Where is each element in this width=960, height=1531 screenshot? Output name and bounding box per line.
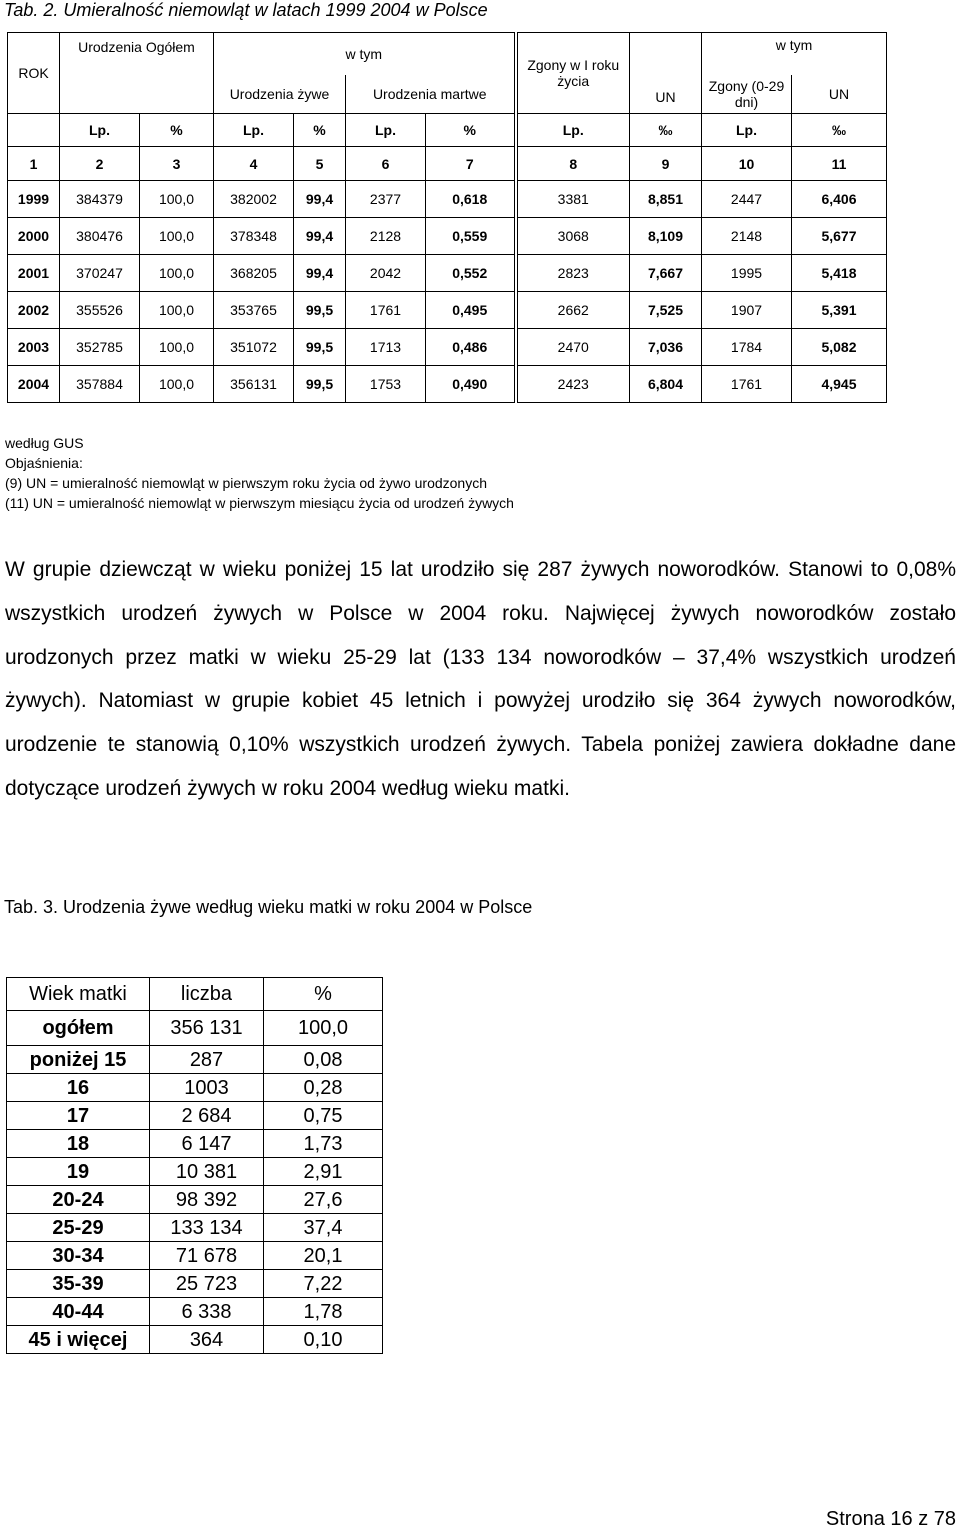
col-number: 5 <box>294 147 346 181</box>
cell: 5,677 <box>792 218 887 255</box>
col-number: 2 <box>60 147 140 181</box>
cell: 5,082 <box>792 329 887 366</box>
cell: 100,0 <box>140 329 214 366</box>
cell: 16 <box>7 1074 150 1102</box>
cell: 1713 <box>346 329 426 366</box>
cell: 4,945 <box>792 366 887 403</box>
unit-empty <box>8 114 60 147</box>
cell: 0,486 <box>426 329 516 366</box>
cell: 17 <box>7 1102 150 1130</box>
cell: 100,0 <box>264 1011 383 1046</box>
header-rok: ROK <box>8 33 60 114</box>
cell: 40-44 <box>7 1298 150 1326</box>
cell: 5,418 <box>792 255 887 292</box>
cell: 0,490 <box>426 366 516 403</box>
col-number: 11 <box>792 147 887 181</box>
cell: 1,73 <box>264 1130 383 1158</box>
cell: 2001 <box>8 255 60 292</box>
cell: 0,552 <box>426 255 516 292</box>
cell: 99,4 <box>294 255 346 292</box>
unit-cell: ‰ <box>630 114 702 147</box>
col-number: 6 <box>346 147 426 181</box>
cell: 2662 <box>516 292 630 329</box>
cell: 98 392 <box>150 1186 264 1214</box>
cell: 20-24 <box>7 1186 150 1214</box>
unit-cell: ‰ <box>792 114 887 147</box>
cell: 352785 <box>60 329 140 366</box>
cell: 351072 <box>214 329 294 366</box>
cell: 0,75 <box>264 1102 383 1130</box>
table-row <box>8 292 887 329</box>
table-row <box>7 1270 383 1298</box>
cell: 7,036 <box>630 329 702 366</box>
cell: 378348 <box>214 218 294 255</box>
table-row <box>7 1298 383 1326</box>
table3-caption: Tab. 3. Urodzenia żywe według wieku matki w roku 2004 w Polsce <box>4 897 533 917</box>
cell: 0,618 <box>426 181 516 218</box>
cell: 2,91 <box>264 1158 383 1186</box>
page-number: Strona 16 z 78 <box>825 1508 956 1530</box>
cell: 2470 <box>516 329 630 366</box>
header-w-tym-2: w tym <box>702 33 887 76</box>
header-liczba: liczba <box>150 978 264 1011</box>
unit-cell: Lp. <box>516 114 630 147</box>
note-line: (9) UN = umieralność niemowląt w pierwszym roku życia od żywo urodzonych <box>5 475 488 491</box>
cell: 133 134 <box>150 1214 264 1242</box>
cell: 382002 <box>214 181 294 218</box>
cell: 368205 <box>214 255 294 292</box>
cell: 355526 <box>60 292 140 329</box>
cell: 353765 <box>214 292 294 329</box>
table-row <box>7 1326 383 1354</box>
cell: 99,4 <box>294 181 346 218</box>
cell: 357884 <box>60 366 140 403</box>
cell: 0,10 <box>264 1326 383 1354</box>
notes-heading: Objaśnienia: <box>5 455 83 471</box>
cell: 370247 <box>60 255 140 292</box>
cell: 37,4 <box>264 1214 383 1242</box>
table2-caption: Tab. 2. Umieralność niemowląt w latach 1999 2004 w Polsce <box>4 0 488 20</box>
cell: 2447 <box>702 181 792 218</box>
header-percent: % <box>264 978 383 1011</box>
cell: 7,22 <box>264 1270 383 1298</box>
table-row <box>7 1186 383 1214</box>
table-row <box>8 366 887 403</box>
table-row <box>7 1046 383 1074</box>
cell: 0,08 <box>264 1046 383 1074</box>
cell: 1907 <box>702 292 792 329</box>
cell: 7,525 <box>630 292 702 329</box>
col-number: 10 <box>702 147 792 181</box>
header-un-1: UN <box>630 33 702 114</box>
col-number: 4 <box>214 147 294 181</box>
table-row <box>8 329 887 366</box>
cell: 1761 <box>702 366 792 403</box>
cell: 1753 <box>346 366 426 403</box>
infant-mortality-table <box>7 32 887 403</box>
cell: 364 <box>150 1326 264 1354</box>
cell: 27,6 <box>264 1186 383 1214</box>
cell: 25-29 <box>7 1214 150 1242</box>
unit-cell: % <box>294 114 346 147</box>
cell: 8,109 <box>630 218 702 255</box>
paragraph-text: W grupie dziewcząt w wieku poniżej 15 lat urodziło się 287 żywych noworodków. Stanowi to 0,08% wszystkich urodzeń żywych w Polsce w 2004 roku. Najwięcej żywych noworodków zostało urodzonych przez matki w wieku 25-29 lat (133 134 noworodków – 37,4% wszystkich urodzeń żywych). Natomiast w grupie kobiet 45 letnich i powyżej urodziło się 364 żywych noworodków, urodzenie te stanowią 0,10% wszystkich urodzeń żywych. Tabela poniżej zawiera dokładne dane dotyczące urodzeń żywych w roku 2004 według wieku matki. <box>5 558 956 800</box>
cell: 35-39 <box>7 1270 150 1298</box>
cell: 1003 <box>150 1074 264 1102</box>
note-line: (11) UN = umieralność niemowląt w pierwszym miesiącu życia od urodzeń żywych <box>5 495 514 511</box>
cell: 6,406 <box>792 181 887 218</box>
unit-cell: % <box>140 114 214 147</box>
cell: 2823 <box>516 255 630 292</box>
header-urodzenia-martwe: Urodzenia martwe <box>346 75 516 114</box>
cell: 100,0 <box>140 366 214 403</box>
cell: 384379 <box>60 181 140 218</box>
births-by-mother-age-table <box>6 977 383 1354</box>
cell: 0,495 <box>426 292 516 329</box>
cell: 6 338 <box>150 1298 264 1326</box>
unit-cell: Lp. <box>346 114 426 147</box>
cell: 20,1 <box>264 1242 383 1270</box>
cell: 2128 <box>346 218 426 255</box>
cell: 99,4 <box>294 218 346 255</box>
cell: 25 723 <box>150 1270 264 1298</box>
cell: 100,0 <box>140 218 214 255</box>
cell: 99,5 <box>294 292 346 329</box>
unit-cell: % <box>426 114 516 147</box>
cell: 19 <box>7 1158 150 1186</box>
col-number: 8 <box>516 147 630 181</box>
cell: 100,0 <box>140 292 214 329</box>
col-number: 7 <box>426 147 516 181</box>
cell: 99,5 <box>294 329 346 366</box>
cell: 1784 <box>702 329 792 366</box>
col-number: 1 <box>8 147 60 181</box>
table2-notes <box>5 433 514 513</box>
cell: 99,5 <box>294 366 346 403</box>
col-number: 9 <box>630 147 702 181</box>
cell: 2423 <box>516 366 630 403</box>
cell: 30-34 <box>7 1242 150 1270</box>
cell: 0,559 <box>426 218 516 255</box>
cell: 2003 <box>8 329 60 366</box>
cell: 100,0 <box>140 255 214 292</box>
unit-cell: Lp. <box>60 114 140 147</box>
table-row <box>7 1011 383 1046</box>
cell: 6 147 <box>150 1130 264 1158</box>
cell: 2004 <box>8 366 60 403</box>
unit-cell: Lp. <box>702 114 792 147</box>
cell: 2148 <box>702 218 792 255</box>
cell: 356 131 <box>150 1011 264 1046</box>
header-zgony-0-29: Zgony (0-29 dni) <box>702 75 792 114</box>
cell: poniżej 15 <box>7 1046 150 1074</box>
header-urodzenia-zywe: Urodzenia żywe <box>214 75 346 114</box>
cell: 1999 <box>8 181 60 218</box>
table-row <box>8 181 887 218</box>
table-row <box>7 1158 383 1186</box>
cell: 287 <box>150 1046 264 1074</box>
body-paragraph <box>5 548 956 811</box>
cell: 3381 <box>516 181 630 218</box>
table-row <box>7 1074 383 1102</box>
cell: 45 i więcej <box>7 1326 150 1354</box>
cell: 380476 <box>60 218 140 255</box>
cell: 3068 <box>516 218 630 255</box>
cell: 7,667 <box>630 255 702 292</box>
table-row <box>8 255 887 292</box>
cell: ogółem <box>7 1011 150 1046</box>
table-row <box>7 1242 383 1270</box>
cell: 2377 <box>346 181 426 218</box>
cell: 8,851 <box>630 181 702 218</box>
table-row <box>7 1214 383 1242</box>
table-row <box>7 1130 383 1158</box>
header-zgony-1-roku: Zgony w I roku życia <box>516 33 630 114</box>
cell: 10 381 <box>150 1158 264 1186</box>
cell: 71 678 <box>150 1242 264 1270</box>
cell: 1995 <box>702 255 792 292</box>
cell: 6,804 <box>630 366 702 403</box>
unit-cell: Lp. <box>214 114 294 147</box>
header-un-2: UN <box>792 75 887 114</box>
cell: 2 684 <box>150 1102 264 1130</box>
cell: 1761 <box>346 292 426 329</box>
cell: 2000 <box>8 218 60 255</box>
cell: 18 <box>7 1130 150 1158</box>
cell: 100,0 <box>140 181 214 218</box>
table-row <box>8 218 887 255</box>
cell: 0,28 <box>264 1074 383 1102</box>
cell: 2042 <box>346 255 426 292</box>
table-row <box>7 1102 383 1130</box>
cell: 5,391 <box>792 292 887 329</box>
cell: 2002 <box>8 292 60 329</box>
cell: 356131 <box>214 366 294 403</box>
header-wiek-matki: Wiek matki <box>7 978 150 1011</box>
source-note: według GUS <box>5 435 84 451</box>
cell: 1,78 <box>264 1298 383 1326</box>
header-w-tym-1: w tym <box>214 33 516 76</box>
header-urodzenia-ogolem: Urodzenia Ogółem <box>60 33 214 114</box>
col-number: 3 <box>140 147 214 181</box>
